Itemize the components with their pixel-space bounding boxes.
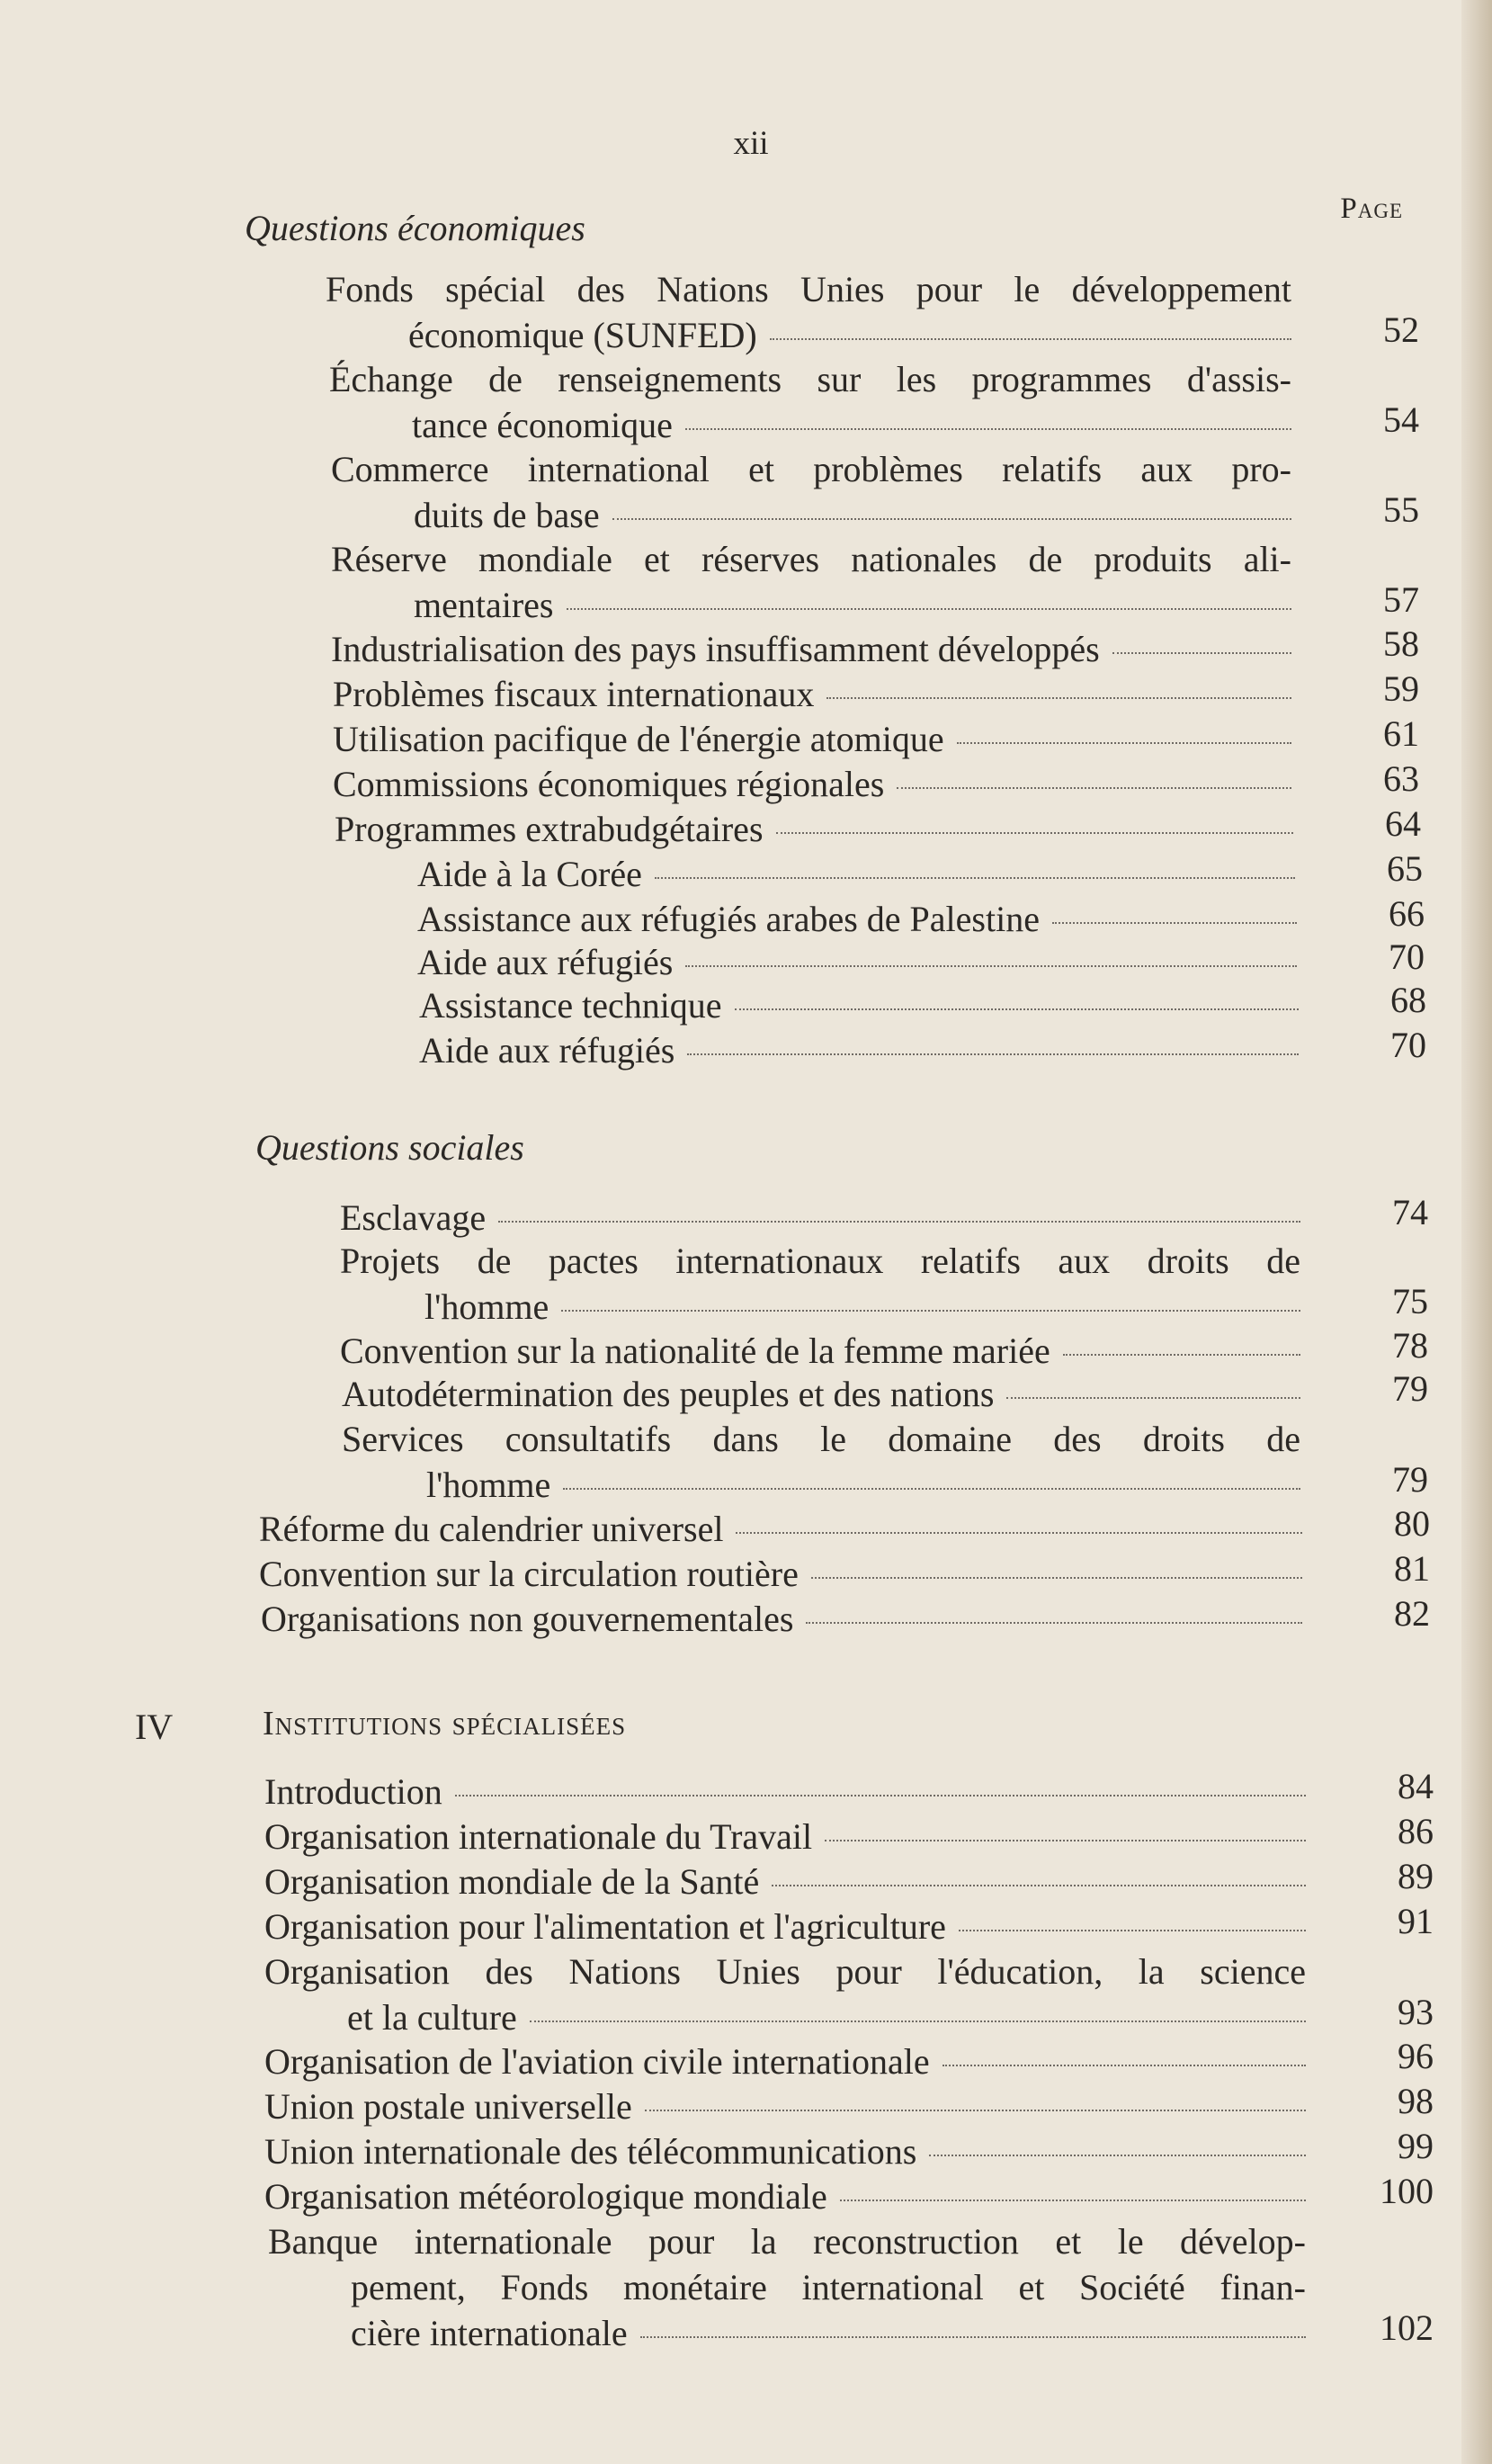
leader-dots bbox=[959, 1930, 1306, 1931]
chapter-number: IV bbox=[135, 1707, 174, 1747]
entry-page-number: 82 bbox=[1394, 1593, 1430, 1634]
entry-text: Esclavage bbox=[340, 1197, 487, 1238]
entry-text: Problèmes fiscaux internationaux bbox=[333, 674, 815, 714]
leader-dots bbox=[1063, 1354, 1300, 1356]
toc-entry[interactable] bbox=[264, 1949, 1434, 2040]
section-title-social: Questions sociales bbox=[255, 1127, 524, 1168]
toc-entry[interactable] bbox=[340, 1325, 1428, 1374]
entry-text: Assistance aux réfugiés arabes de Palestine bbox=[417, 899, 1040, 939]
leader-dots bbox=[567, 608, 1292, 610]
entry-text: tance économique bbox=[412, 405, 673, 445]
leader-dots bbox=[455, 1795, 1306, 1796]
leader-dots bbox=[1052, 922, 1297, 924]
leader-dots bbox=[770, 338, 1291, 340]
entry-line: Fonds spécial des Nations Unies pour le développement bbox=[326, 269, 1291, 309]
entry-page-number: 78 bbox=[1392, 1325, 1428, 1366]
leader-dots bbox=[1006, 1397, 1300, 1399]
entry-page-number: 89 bbox=[1398, 1856, 1434, 1896]
entry-page-number: 64 bbox=[1385, 803, 1421, 844]
entry-text: Aide à la Corée bbox=[417, 854, 642, 894]
toc-entry[interactable] bbox=[340, 1192, 1428, 1241]
entry-page-number: 66 bbox=[1389, 893, 1425, 934]
entry-line: Échange de renseignements sur les programmes d'assis- bbox=[329, 359, 1291, 399]
entry-text: Programmes extrabudgétaires bbox=[335, 809, 764, 849]
section-title-economic: Questions économiques bbox=[245, 208, 585, 248]
toc-entry[interactable] bbox=[264, 2081, 1434, 2129]
entry-page-number: 58 bbox=[1383, 623, 1419, 664]
entry-page-number: 54 bbox=[1383, 399, 1419, 440]
entry-text: l'homme bbox=[424, 1286, 549, 1327]
entry-text: duits de base bbox=[414, 495, 600, 535]
leader-dots bbox=[957, 742, 1291, 744]
entry-text: Réforme du calendrier universel bbox=[259, 1509, 724, 1549]
toc-entry[interactable] bbox=[419, 980, 1426, 1028]
leader-dots bbox=[897, 787, 1291, 789]
toc-entry[interactable] bbox=[259, 1548, 1430, 1597]
toc-entry[interactable] bbox=[335, 803, 1421, 852]
leader-dots bbox=[498, 1221, 1300, 1223]
entry-line: Organisation des Nations Unies pour l'éducation, la science bbox=[264, 1951, 1306, 1992]
entry-line: Projets de pactes internationaux relatifs aux droits de bbox=[340, 1241, 1300, 1281]
entry-page-number: 91 bbox=[1398, 1901, 1434, 1941]
toc-entry[interactable] bbox=[417, 848, 1423, 897]
leader-dots bbox=[612, 518, 1291, 520]
toc-entry[interactable] bbox=[331, 446, 1419, 538]
toc-entry[interactable] bbox=[261, 1593, 1430, 1642]
entry-page-number: 98 bbox=[1398, 2081, 1434, 2121]
toc-entry[interactable] bbox=[259, 1503, 1430, 1552]
entry-text: Union internationale des télécommunications bbox=[264, 2131, 917, 2172]
entry-text: Autodétermination des peuples et des nations bbox=[342, 1374, 995, 1414]
entry-line: Services consultatifs dans le domaine des droits de bbox=[342, 1419, 1300, 1459]
entry-text: et la culture bbox=[347, 1997, 517, 2038]
entry-page-number: 102 bbox=[1380, 2307, 1434, 2348]
entry-text: Commissions économiques régionales bbox=[333, 764, 885, 804]
leader-dots bbox=[640, 2336, 1306, 2338]
entry-text: Organisation météorologique mondiale bbox=[264, 2176, 827, 2217]
entry-text: Union postale universelle bbox=[264, 2086, 632, 2127]
toc-entry[interactable] bbox=[264, 1766, 1434, 1814]
entry-page-number: 74 bbox=[1392, 1192, 1428, 1232]
leader-dots bbox=[735, 1008, 1299, 1010]
toc-entry[interactable] bbox=[264, 1811, 1434, 1859]
toc-entry[interactable] bbox=[333, 713, 1419, 762]
leader-dots bbox=[563, 1488, 1300, 1490]
toc-entry[interactable] bbox=[417, 893, 1425, 942]
entry-text: économique (SUNFED) bbox=[408, 315, 757, 355]
entry-page-number: 84 bbox=[1398, 1766, 1434, 1806]
entry-page-number: 80 bbox=[1394, 1503, 1430, 1544]
entry-text: Industrialisation des pays insuffisamment développés bbox=[331, 629, 1100, 669]
toc-entry[interactable] bbox=[326, 266, 1419, 358]
chapter-title: Institutions spécialisées bbox=[263, 1705, 627, 1743]
leader-dots bbox=[687, 1053, 1299, 1055]
entry-text: Convention sur la circulation routière bbox=[259, 1554, 799, 1594]
entry-line: Commerce international et problèmes relatifs aux pro- bbox=[331, 449, 1291, 489]
entry-page-number: 100 bbox=[1380, 2171, 1434, 2211]
folio: xii bbox=[733, 125, 769, 162]
page-edge-shadow bbox=[1461, 0, 1492, 2464]
toc-entry[interactable] bbox=[264, 2171, 1434, 2219]
leader-dots bbox=[561, 1310, 1300, 1312]
toc-entry[interactable] bbox=[342, 1368, 1428, 1417]
entry-line: pement, Fonds monétaire international et Société finan- bbox=[351, 2267, 1306, 2307]
entry-page-number: 75 bbox=[1392, 1281, 1428, 1322]
entry-page-number: 63 bbox=[1383, 758, 1419, 799]
leader-dots bbox=[655, 877, 1295, 879]
leader-dots bbox=[929, 2155, 1306, 2156]
toc-entry[interactable] bbox=[331, 623, 1419, 672]
entry-text: Aide aux réfugiés bbox=[419, 1030, 675, 1071]
leader-dots bbox=[776, 832, 1293, 834]
leader-dots bbox=[685, 965, 1297, 967]
entry-text: Convention sur la nationalité de la femme mariée bbox=[340, 1331, 1050, 1371]
toc-entry[interactable] bbox=[419, 1025, 1426, 1073]
toc-entry[interactable] bbox=[268, 2218, 1434, 2356]
entry-text: Utilisation pacifique de l'énergie atomique bbox=[333, 719, 944, 759]
leader-dots bbox=[806, 1622, 1302, 1624]
leader-dots bbox=[826, 697, 1291, 699]
toc-entry[interactable] bbox=[264, 2036, 1434, 2084]
entry-page-number: 81 bbox=[1394, 1548, 1430, 1589]
page-column-label: Page bbox=[1340, 193, 1403, 225]
entry-page-number: 57 bbox=[1383, 579, 1419, 620]
leader-dots bbox=[685, 428, 1291, 430]
leader-dots bbox=[1112, 652, 1291, 654]
toc-entry[interactable] bbox=[333, 758, 1419, 807]
toc-entry[interactable] bbox=[342, 1416, 1428, 1508]
leader-dots bbox=[645, 2110, 1306, 2111]
entry-text: Organisation pour l'alimentation et l'agriculture bbox=[264, 1906, 946, 1947]
leader-dots bbox=[772, 1885, 1306, 1886]
toc-entry[interactable] bbox=[331, 536, 1419, 628]
toc-entry[interactable] bbox=[417, 936, 1425, 985]
entry-text: Introduction bbox=[264, 1771, 442, 1812]
entry-text: Organisation de l'aviation civile internationale bbox=[264, 2041, 930, 2082]
entry-text: Organisations non gouvernementales bbox=[261, 1599, 794, 1639]
leader-dots bbox=[840, 2200, 1306, 2201]
entry-text: Organisation mondiale de la Santé bbox=[264, 1861, 760, 1902]
toc-entry[interactable] bbox=[329, 356, 1419, 448]
entry-page-number: 99 bbox=[1398, 2126, 1434, 2166]
entry-page-number: 52 bbox=[1383, 309, 1419, 350]
entry-page-number: 55 bbox=[1383, 489, 1419, 530]
entry-text: Assistance technique bbox=[419, 985, 722, 1026]
entry-page-number: 86 bbox=[1398, 1811, 1434, 1851]
toc-entry[interactable] bbox=[264, 1856, 1434, 1904]
entry-line: Réserve mondiale et réserves nationales de produits ali- bbox=[331, 539, 1291, 579]
entry-page-number: 96 bbox=[1398, 2036, 1434, 2076]
entry-line: Banque internationale pour la reconstruction et le dévelop- bbox=[268, 2221, 1306, 2262]
toc-entry[interactable] bbox=[333, 668, 1419, 717]
entry-text: l'homme bbox=[426, 1465, 551, 1505]
entry-text: Organisation internationale du Travail bbox=[264, 1816, 813, 1857]
entry-page-number: 68 bbox=[1390, 980, 1426, 1020]
toc-entry[interactable] bbox=[340, 1238, 1428, 1330]
leader-dots bbox=[736, 1532, 1302, 1534]
entry-page-number: 79 bbox=[1392, 1459, 1428, 1500]
leader-dots bbox=[943, 2065, 1306, 2066]
toc-entry[interactable] bbox=[264, 1901, 1434, 1949]
leader-dots bbox=[530, 2020, 1306, 2022]
entry-text: Aide aux réfugiés bbox=[417, 942, 674, 982]
entry-page-number: 70 bbox=[1390, 1025, 1426, 1065]
entry-page-number: 65 bbox=[1387, 848, 1423, 889]
toc-entry[interactable] bbox=[264, 2126, 1434, 2174]
entry-text: cière internationale bbox=[351, 2313, 628, 2353]
entry-page-number: 59 bbox=[1383, 668, 1419, 709]
entry-page-number: 61 bbox=[1383, 713, 1419, 754]
leader-dots bbox=[811, 1577, 1302, 1579]
entry-text: mentaires bbox=[414, 585, 554, 625]
leader-dots bbox=[825, 1840, 1306, 1841]
entry-page-number: 79 bbox=[1392, 1368, 1428, 1409]
entry-page-number: 70 bbox=[1389, 936, 1425, 977]
entry-page-number: 93 bbox=[1398, 1992, 1434, 2032]
